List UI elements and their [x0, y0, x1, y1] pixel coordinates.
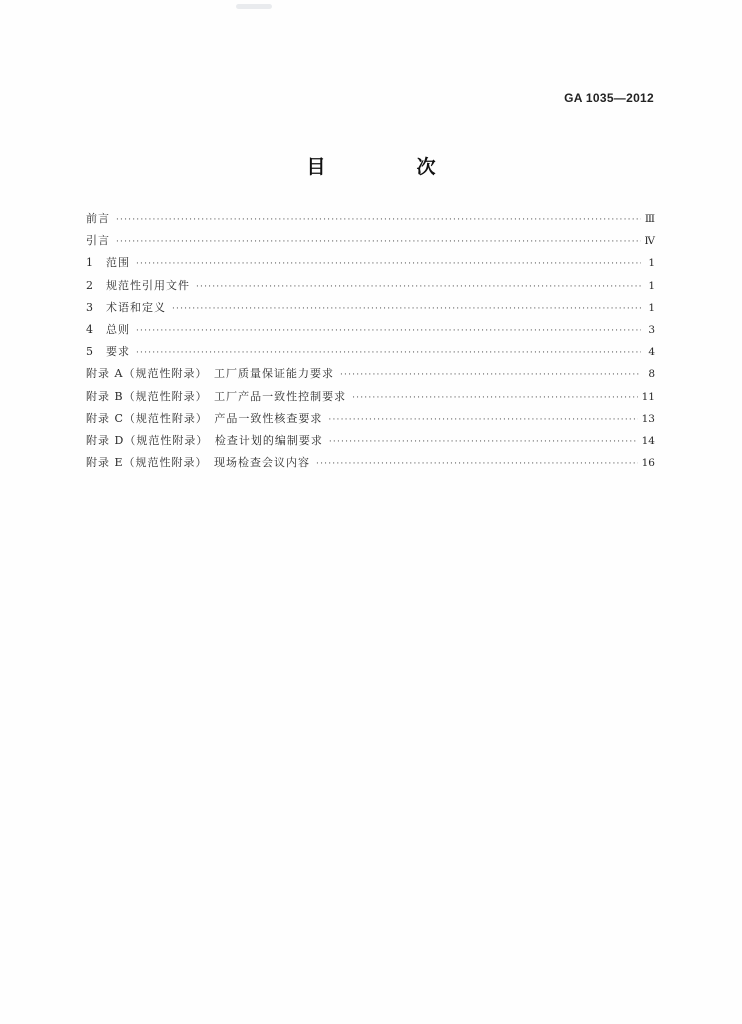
toc-title: 目 次: [306, 156, 472, 178]
toc-leader-dots: [329, 437, 638, 447]
toc-entry-terms-definitions[interactable]: [86, 299, 655, 321]
toc-entry-page: 13: [641, 412, 655, 425]
scan-artifact: [236, 4, 272, 9]
toc-entry-label: 2 规范性引用文件: [86, 278, 190, 292]
toc-entry-label: 附录 B（规范性附录） 工厂产品一致性控制要求: [86, 389, 347, 403]
toc-leader-dots: [136, 326, 641, 336]
toc-entry-annex-a[interactable]: [86, 365, 655, 387]
toc-leader-dots: [136, 348, 641, 358]
toc-leader-dots: [340, 370, 641, 380]
toc-entry-annex-e[interactable]: [86, 454, 655, 476]
toc-leader-dots: [116, 215, 641, 225]
toc-entry-page: 16: [641, 457, 655, 470]
toc-entry-general[interactable]: [86, 321, 655, 343]
toc-leader-dots: [136, 259, 641, 269]
toc-entry-page: 3: [648, 323, 655, 336]
toc-entry-normative-references[interactable]: [86, 277, 655, 299]
toc-leader-dots: [316, 459, 638, 469]
toc-entry-label: 引言: [86, 234, 110, 248]
toc-entry-introduction[interactable]: [86, 232, 655, 254]
toc-entry-page: 1: [648, 301, 655, 314]
toc-entry-foreword[interactable]: [86, 210, 655, 232]
toc-entry-page: 8: [648, 368, 655, 381]
toc-entry-label: 5 要求: [86, 345, 130, 359]
toc-leader-dots: [196, 282, 641, 292]
toc-entry-page: 11: [641, 390, 655, 403]
toc-entry-page: Ⅲ: [644, 213, 655, 225]
toc-entry-label: 4 总则: [86, 322, 130, 336]
toc-entry-page: 14: [641, 434, 655, 447]
toc-entry-label: 附录 A（规范性附录） 工厂质量保证能力要求: [86, 367, 334, 381]
toc-entry-label: 附录 D（规范性附录） 检查计划的编制要求: [86, 433, 323, 447]
toc-leader-dots: [352, 393, 638, 403]
toc-entry-annex-d[interactable]: [86, 432, 655, 454]
toc-entry-page: 4: [648, 346, 655, 359]
toc-entry-annex-c[interactable]: [86, 410, 655, 432]
standard-code: GA 1035—2012: [564, 91, 654, 105]
table-of-contents: [86, 210, 655, 476]
toc-entry-label: 附录 C（规范性附录） 产品一致性核查要求: [86, 411, 323, 425]
toc-entry-page: 1: [648, 279, 655, 292]
toc-entry-page: Ⅳ: [644, 235, 655, 248]
toc-entry-label: 附录 E（规范性附录） 现场检查会议内容: [86, 456, 311, 470]
toc-entry-scope[interactable]: [86, 254, 655, 276]
toc-entry-label: 3 术语和定义: [86, 300, 166, 314]
toc-leader-dots: [328, 415, 637, 425]
toc-entry-annex-b[interactable]: [86, 388, 655, 410]
toc-leader-dots: [116, 237, 641, 247]
toc-entry-label: 1 范围: [86, 256, 130, 270]
toc-entry-page: 1: [648, 257, 655, 270]
toc-entry-requirements[interactable]: [86, 343, 655, 365]
toc-entry-label: 前言: [86, 212, 110, 225]
toc-leader-dots: [172, 304, 641, 314]
